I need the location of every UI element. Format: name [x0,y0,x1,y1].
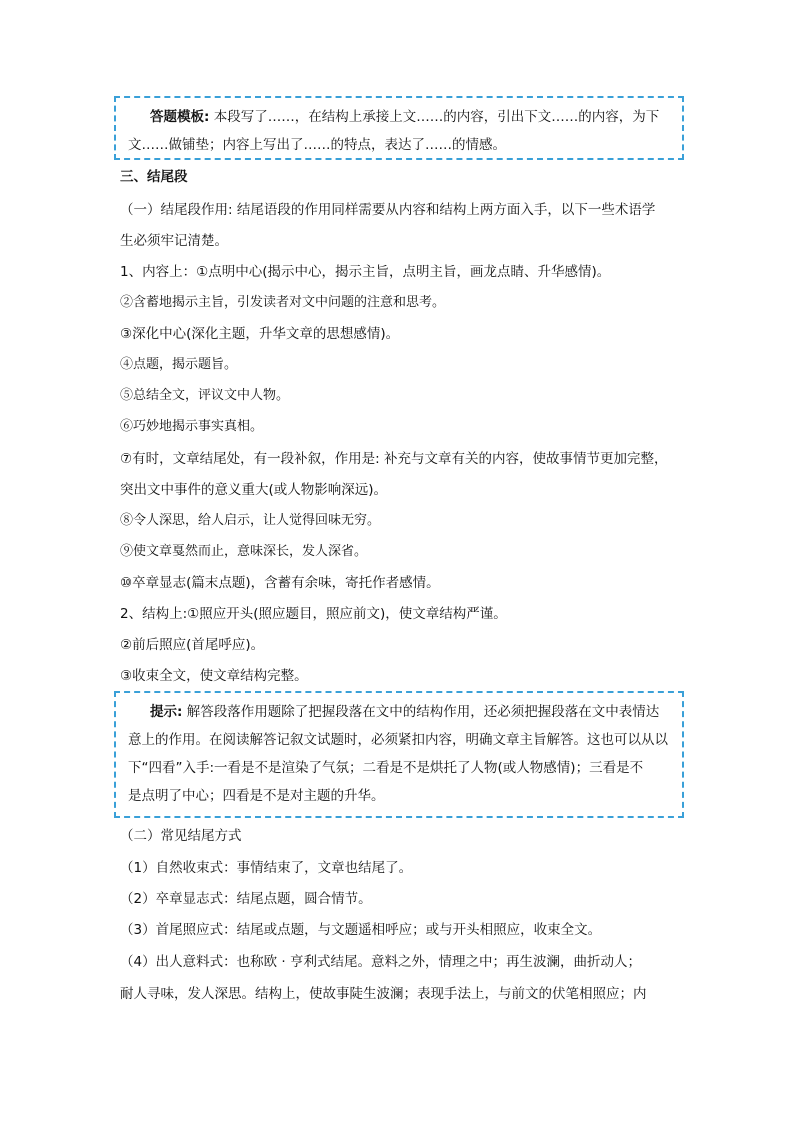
list-item: ③深化中心(深化主题，升华文章的思想感情)。 [120,326,400,342]
list-item: ⑨使文章戛然而止，意味深长，发人深省。 [120,544,368,559]
hint-line-1: 提示: 解答段落作用题除了把握段落在文中的结构作用，还必须把握段落在文中表情达 [150,704,660,720]
answer-template-line-1: 答题模板: 本段写了……，在结构上承接上文……的内容，引出下文……的内容，为下 [150,109,660,125]
subsection-heading: （二）常见结尾方式 [120,828,242,844]
hint-line-3: 下“四看”入手:一看是不是渲染了气氛；二看是不是烘托了人物(或人物感情)；三看是不 [128,760,644,776]
list-item: ④点题，揭示题旨。 [120,357,238,372]
list-item: ⑧令人深思，给人启示，让人觉得回味无穷。 [120,513,381,528]
hint-box [114,691,684,818]
list-item: ⑩卒章显志(篇末点题)，含蓄有余味，寄托作者感情。 [120,575,440,591]
answer-template-box [114,96,684,160]
hint-label: 提示: [150,704,183,720]
list-item: （2）卒章显志式：结尾点题，圆合情节。 [120,891,372,907]
list-item: ②前后照应(首尾呼应)。 [120,637,265,653]
list-item: （1）自然收束式：事情结束了，文章也结尾了。 [120,860,413,876]
section-heading: 三、结尾段 [120,169,188,185]
paragraph-line: 生必须牢记清楚。 [120,233,228,249]
list-item: （4）出人意料式：也称欧 · 亨利式结尾。意料之外，情理之中；再生波澜，曲折动人； [120,954,641,970]
list-item: ⑥巧妙地揭示事实真相。 [120,419,264,434]
list-item: ②含蓄地揭示主旨，引发读者对文中问题的注意和思考。 [120,295,446,310]
hint-line-2: 意上的作用。在阅读解答记叙文试题时，必须紧扣内容，明确文章主旨解答。这也可以从以 [128,732,668,748]
list-item: ⑤总结全文，评议文中人物。 [120,388,290,403]
answer-template-line-2: 文……做铺垫；内容上写出了……的特点，表达了……的情感。 [128,137,506,153]
list-item: 耐人寻味，发人深思。结构上，使故事陡生波澜；表现手法上，与前文的伏笔相照应；内 [120,986,647,1002]
list-item: 突出文中事件的意义重大(或人物影响深远)。 [120,482,388,498]
list-item: （3）首尾照应式：结尾或点题，与文题遥相呼应；或与开头相照应，收束全文。 [120,922,602,938]
paragraph-line: （一）结尾段作用: 结尾语段的作用同样需要从内容和结构上两方面入手，以下一些术语学 [120,202,656,218]
hint-line-4: 是点明了中心；四看是不是对主题的升华。 [128,788,385,804]
answer-template-label: 答题模板: [150,109,210,125]
list-item: 1、内容上：①点明中心(揭示中心，揭示主旨，点明主旨，画龙点睛、升华感情)。 [120,264,611,280]
list-item: ⑦有时，文章结尾处，有一段补叙，作用是: 补充与文章有关的内容，使故事情节更加完整， [120,451,668,467]
list-item: ③收束全文，使文章结构完整。 [120,668,308,684]
list-item: 2、结构上:①照应开头(照应题目，照应前文)，使文章结构严谨。 [120,606,507,622]
